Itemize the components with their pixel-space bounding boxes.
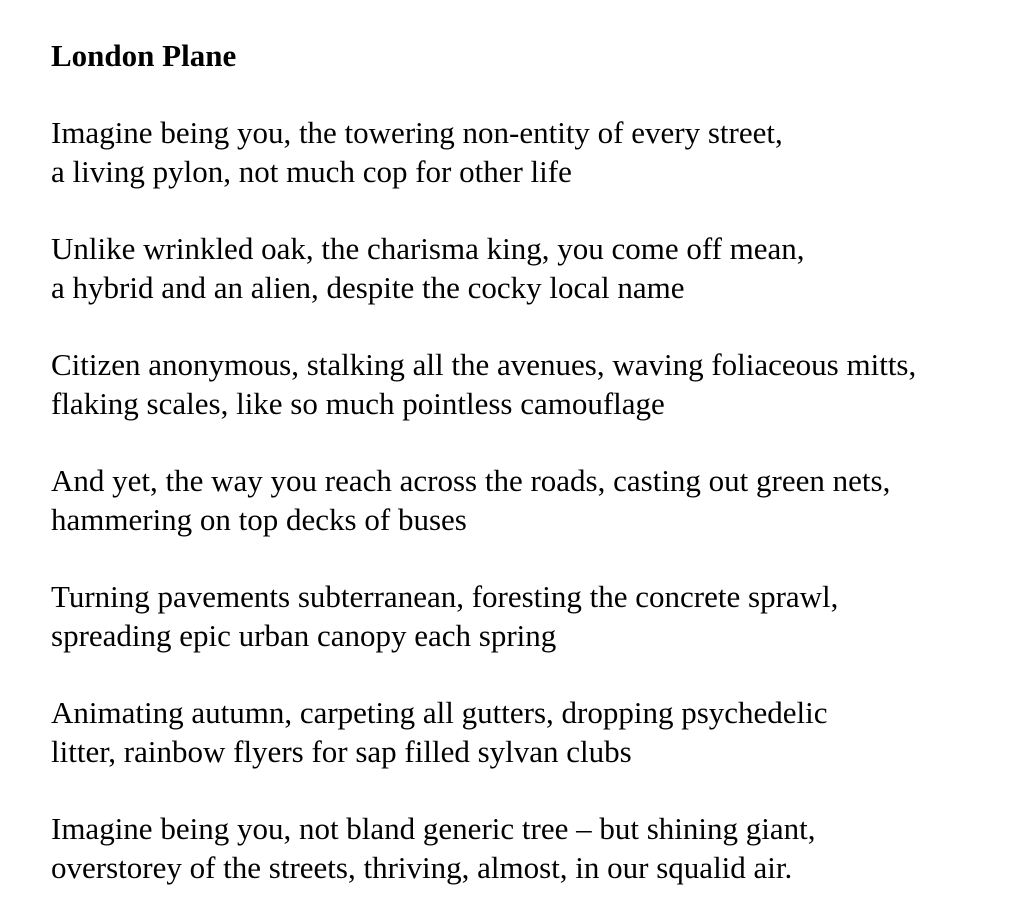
- stanza-line: hammering on top decks of buses: [51, 501, 467, 537]
- stanza-line: Unlike wrinkled oak, the charisma king, you come off mean,: [51, 231, 805, 266]
- stanza-4: [51, 462, 1011, 539]
- stanza-6: [51, 694, 1011, 771]
- stanza-line: spreading epic urban canopy each spring: [51, 617, 557, 653]
- document-page: [51, 37, 1011, 887]
- stanza-line: a hybrid and an alien, despite the cocky local name: [51, 269, 685, 305]
- stanza-line: flaking scales, like so much pointless camouflage: [51, 385, 665, 421]
- stanza-line: litter, rainbow flyers for sap filled sylvan clubs: [51, 733, 632, 769]
- stanza-line: Imagine being you, the towering non-entity of every street,: [51, 115, 783, 150]
- stanza-3: [51, 346, 1011, 423]
- stanza-5: [51, 578, 1011, 655]
- stanza-line: Turning pavements subterranean, foresting the concrete sprawl,: [51, 579, 839, 614]
- stanza-7: [51, 810, 1011, 887]
- stanza-line: Animating autumn, carpeting all gutters, dropping psychedelic: [51, 695, 828, 730]
- stanza-line: And yet, the way you reach across the roads, casting out green nets,: [51, 463, 891, 498]
- stanza-line: Imagine being you, not bland generic tree – but shining giant,: [51, 811, 816, 846]
- stanza-line: overstorey of the streets, thriving, almost, in our squalid air.: [51, 849, 793, 885]
- stanza-line: a living pylon, not much cop for other life: [51, 153, 572, 189]
- stanza-1: [51, 114, 1011, 191]
- stanza-2: [51, 230, 1011, 307]
- poem-title: London Plane: [51, 38, 237, 73]
- stanza-line: Citizen anonymous, stalking all the avenues, waving foliaceous mitts,: [51, 347, 917, 382]
